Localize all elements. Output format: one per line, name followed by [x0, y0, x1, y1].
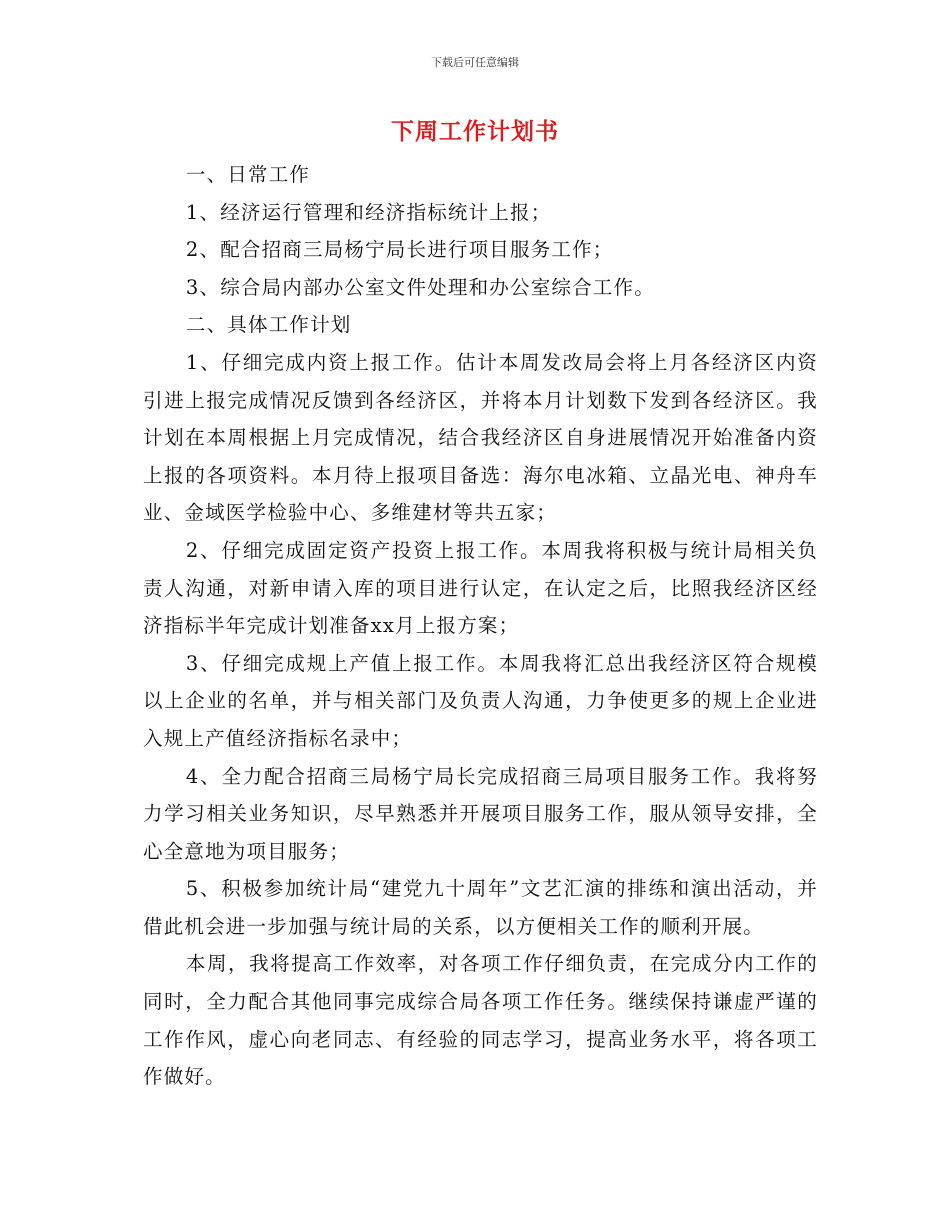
daily-item-2: 2、配合招商三局杨宁局长进行项目服务工作； [185, 238, 614, 262]
daily-item-1: 1、经济运行管理和经济指标统计上报； [185, 200, 552, 224]
document-title: 下周工作计划书 [391, 119, 559, 145]
header-note: 下载后可任意编辑 [431, 56, 519, 69]
plan-item-1: 1、仔细完成内资上报工作。估计本周发改局会将上月各经济区内资引进上报完成情况反馈到各经济区，并将本月计划数下发到各经济区。我计划在本周根据上月完成情况，结合我经济区自身进展情况开始准备内资上报的各项资料。本月待上报项目备选：海尔电冰箱、立晶光电、神舟车业、金域医学检验中心、多维建材等共五家； [143, 350, 818, 525]
section-heading-specific-plan: 二、具体工作计划 [185, 313, 352, 337]
section-heading-daily-work: 一、日常工作 [185, 163, 311, 186]
plan-item-5: 5、积极参加统计局“建党九十周年”文艺汇演的排练和演出活动，并借此机会进一步加强与统计局的关系，以方便相关工作的顺利开展。 [143, 877, 818, 938]
plan-item-4: 4、全力配合招商三局杨宁局长完成招商三局项目服务工作。我将努力学习相关业务知识，尽早熟悉并开展项目服务工作，服从领导安排，全心全意地为项目服务； [143, 764, 818, 863]
closing-paragraph: 本周，我将提高工作效率，对各项工作仔细负责，在完成分内工作的同时，全力配合其他同事完成综合局各项工作任务。继续保持谦虚严谨的工作作风，虚心向老同志、有经验的同志学习，提高业务水平，将各项工作做好。 [143, 952, 818, 1089]
plan-item-2: 2、仔细完成固定资产投资上报工作。本周我将积极与统计局相关负责人沟通，对新申请入库的项目进行认定，在认定之后，比照我经济区经济指标半年完成计划准备xx月上报方案； [143, 538, 818, 638]
daily-item-3: 3、综合局内部办公室文件处理和办公室综合工作。 [185, 275, 655, 299]
plan-item-3: 3、仔细完成规上产值上报工作。本周我将汇总出我经济区符合规模以上企业的名单，并与相关部门及负责人沟通，力争使更多的规上企业进入规上产值经济指标名录中； [143, 651, 818, 750]
document-body [143, 156, 818, 1096]
